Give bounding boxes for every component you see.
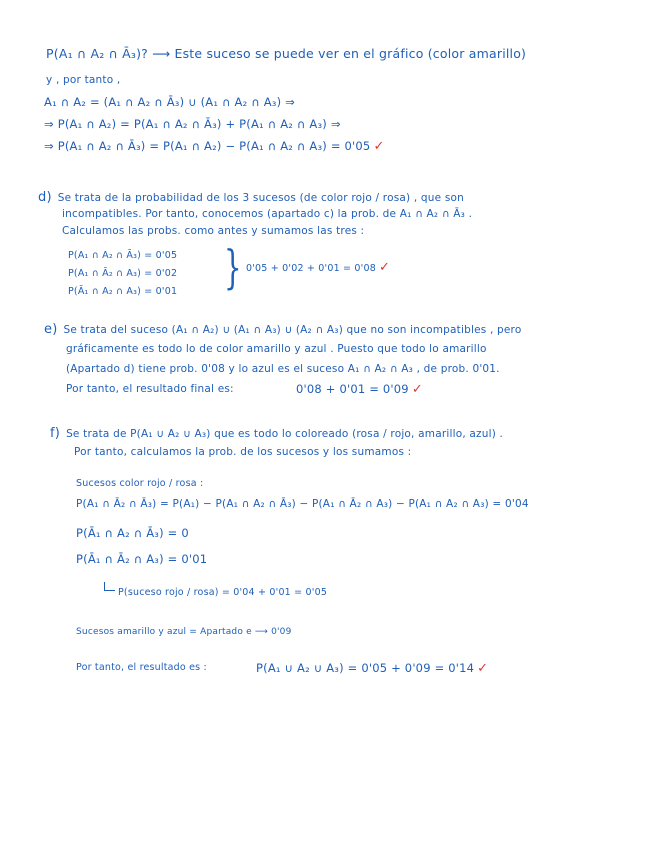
arrow-hook-icon [104,582,115,591]
section-f-line-5: P(Ā₁ ∩ A₂ ∩ Ā₃) = 0 [76,526,189,540]
section-d-prob-3: P(Ā₁ ∩ A₂ ∩ A₃) = 0'01 [68,286,178,297]
section-e-line-3: (Apartado d) tiene prob. 0'08 y lo azul es el suceso A₁ ∩ A₂ ∩ A₃ , de prob. 0'01. [66,363,500,375]
section-f-result [256,661,488,676]
check-icon: ✓ [411,382,423,397]
section-d-letter: d) [38,190,52,205]
section-c-result: ⇒ P(A₁ ∩ A₂ ∩ Ā₃) = P(A₁ ∩ A₂) − P(A₁ ∩ A₂ ∩ A₃) = 0'05 [44,139,371,153]
check-icon: ✓ [378,260,391,275]
section-d-line-1 [38,190,464,205]
section-f-line-8: Sucesos amarillo y azul = Apartado e ⟶ 0'09 [76,627,292,637]
section-c-line-4: ⇒ P(A₁ ∩ A₂) = P(A₁ ∩ A₂ ∩ Ā₃) + P(A₁ ∩ A₂ ∩ A₃) ⇒ [44,117,341,131]
section-e-result [296,382,423,397]
section-f-line-1 [50,426,503,441]
section-c-line-2: y , por tanto , [46,74,121,86]
check-icon: ✓ [373,139,385,154]
section-f-result-text: P(A₁ ∪ A₂ ∪ A₃) = 0'05 + 0'09 = 0'14 [256,661,475,675]
section-d-line-3: Calculamos las probs. como antes y sumamos las tres : [62,225,365,237]
section-f-line-2: Por tanto, calculamos la prob. de los sucesos y los sumamos : [74,446,412,458]
section-c-line-1: P(A₁ ∩ A₂ ∩ Ā₃)? ⟶ Este suceso se puede ver en el gráfico (color amarillo) [46,46,527,61]
section-f-line-9: Por tanto, el resultado es : [76,662,207,673]
section-d-line-2: incompatibles. Por tanto, conocemos (apartado c) la prob. de A₁ ∩ A₂ ∩ Ā₃ . [62,208,473,220]
section-c-line-3: A₁ ∩ A₂ = (A₁ ∩ A₂ ∩ Ā₃) ∪ (A₁ ∩ A₂ ∩ A₃) ⇒ [44,95,295,109]
section-d-prob-2: P(A₁ ∩ Ā₂ ∩ A₃) = 0'02 [68,268,178,279]
section-c-line-5 [44,139,385,154]
section-f-line-7: P(suceso rojo / rosa) = 0'04 + 0'01 = 0'05 [118,587,328,598]
check-icon: ✓ [477,661,489,676]
curly-brace-icon: } [224,240,242,294]
section-e-text-1: Se trata del suceso (A₁ ∩ A₂) ∪ (A₁ ∩ A₃) ∪ (A₂ ∩ A₃) que no son incompatibles , pero [63,324,522,336]
section-e-line-1 [44,322,521,337]
section-f-text-1: Se trata de P(A₁ ∪ A₂ ∪ A₃) que es todo lo coloreado (rosa / rojo, amarillo, azul) . [66,428,504,440]
section-e-letter: e) [44,322,58,337]
section-f-line-3: Sucesos color rojo / rosa : [76,478,204,489]
section-d-sum [246,260,390,275]
section-e-result-text: 0'08 + 0'01 = 0'09 [296,382,409,396]
section-d-sum-text: 0'05 + 0'02 + 0'01 = 0'08 [246,263,376,274]
section-d-text-1: Se trata de la probabilidad de los 3 sucesos (de color rojo / rosa) , que son [57,192,464,204]
section-f-line-4: P(A₁ ∩ Ā₂ ∩ Ā₃) = P(A₁) − P(A₁ ∩ A₂ ∩ Ā₃) − P(A₁ ∩ Ā₂ ∩ A₃) − P(A₁ ∩ A₂ ∩ A₃) = 0'04 [76,498,529,510]
section-f-letter: f) [50,426,61,441]
section-d-prob-1: P(A₁ ∩ A₂ ∩ Ā₃) = 0'05 [68,250,178,261]
section-e-line-2: gráficamente es todo lo de color amarillo y azul . Puesto que todo lo amarillo [66,343,487,355]
section-f-line-6: P(Ā₁ ∩ Ā₂ ∩ A₃) = 0'01 [76,552,208,566]
section-e-line-4: Por tanto, el resultado final es: [66,383,234,395]
